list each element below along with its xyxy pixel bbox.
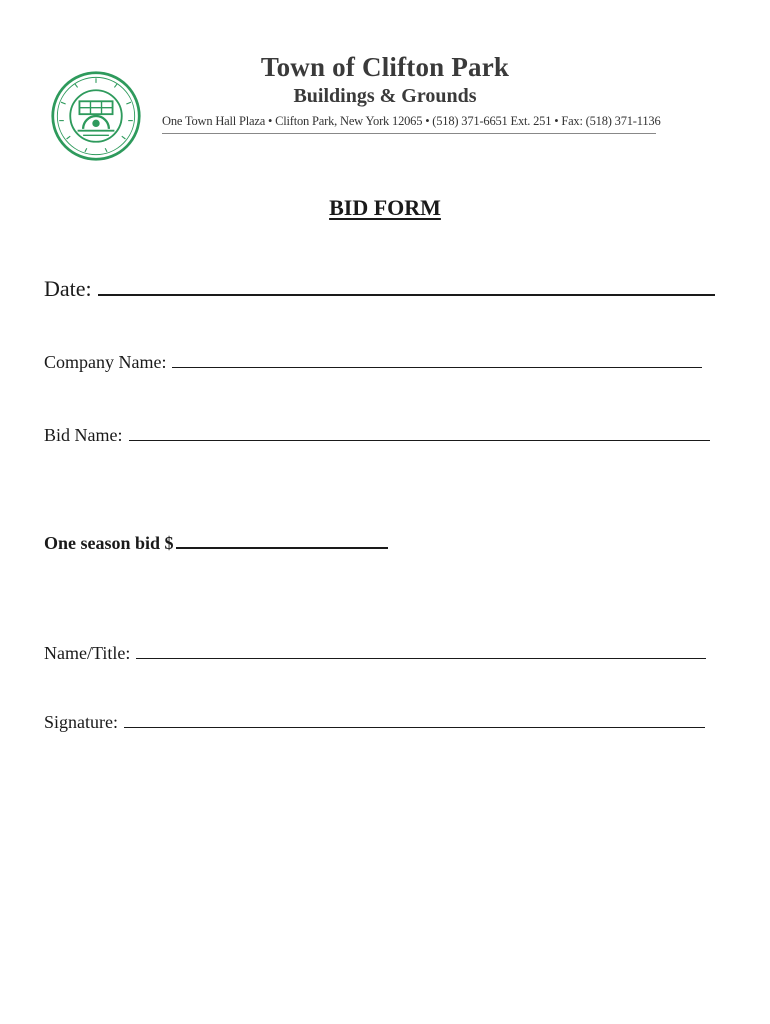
- company-name-field: [44, 352, 702, 373]
- organization-title: Town of Clifton Park: [260, 52, 510, 82]
- season-bid-blank-line[interactable]: [176, 546, 388, 549]
- name-title-field: [44, 643, 706, 664]
- bid-name-field: [44, 425, 710, 446]
- company-name-blank-line[interactable]: [172, 366, 702, 368]
- date-blank-line[interactable]: [98, 293, 715, 296]
- department-subtitle: Buildings & Grounds: [293, 85, 477, 107]
- season-bid-label: One season bid $: [44, 533, 174, 553]
- name-title-label: Name/Title:: [44, 643, 131, 663]
- date-label: Date:: [44, 276, 92, 301]
- date-field: [44, 276, 715, 302]
- form-title: BID FORM: [329, 195, 441, 220]
- signature-field: [44, 712, 705, 733]
- contact-address: One Town Hall Plaza • Clifton Park, New York 12065 • (518) 371-6651 Ext. 251 • Fax: (518) 371-1136: [162, 114, 656, 134]
- signature-label: Signature:: [44, 712, 118, 732]
- bid-name-label: Bid Name:: [44, 425, 123, 445]
- town-seal-icon: [50, 70, 142, 162]
- bid-name-blank-line[interactable]: [129, 439, 710, 441]
- company-name-label: Company Name:: [44, 352, 167, 372]
- season-bid-field: [44, 533, 388, 554]
- name-title-blank-line[interactable]: [136, 657, 706, 659]
- signature-blank-line[interactable]: [124, 726, 705, 728]
